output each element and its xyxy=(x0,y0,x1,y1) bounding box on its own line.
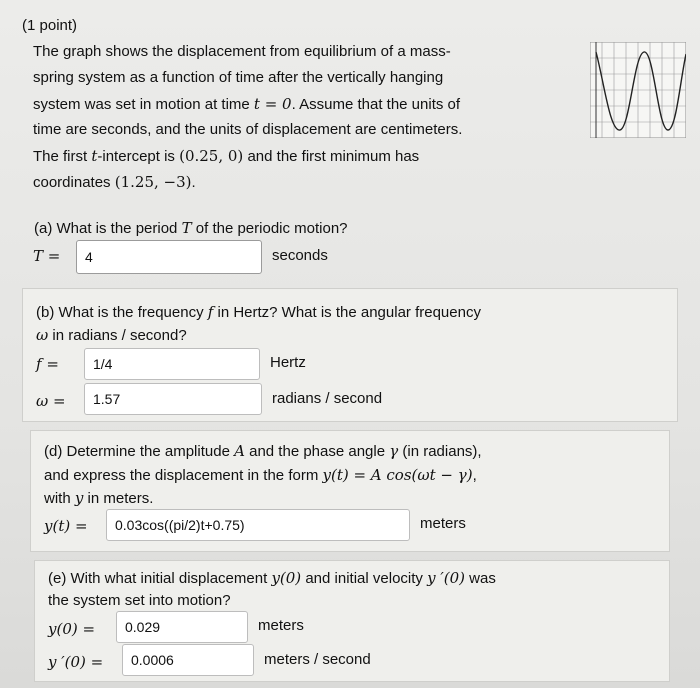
intro-line-1: The graph shows the displacement from equilibrium of a mass- xyxy=(33,43,451,60)
initial-displacement-input[interactable]: 0.029 xyxy=(116,611,248,643)
part-d-line-3: with y in meters. xyxy=(44,489,154,507)
points-label: (1 point) xyxy=(22,17,78,34)
frequency-label: f = xyxy=(36,355,59,373)
math-minimum-point: (1.25, −3) xyxy=(114,173,192,191)
math-t-equals-0: t = 0 xyxy=(253,95,292,113)
intro-line-2: spring system as a function of time after the vertically hanging xyxy=(33,69,444,86)
initial-displacement-unit: meters xyxy=(258,617,304,634)
displacement-graph[interactable] xyxy=(590,42,686,138)
displacement-input[interactable]: 0.03cos((pi/2)t+0.75) xyxy=(106,509,410,541)
period-label: T = xyxy=(33,247,61,265)
part-e-line-2: the system set into motion? xyxy=(48,592,231,609)
displacement-label: y(t) = xyxy=(44,517,88,535)
frequency-unit: Hertz xyxy=(270,354,306,371)
period-unit: seconds xyxy=(272,247,328,264)
initial-velocity-label: y ′(0) = xyxy=(48,653,104,671)
displacement-unit: meters xyxy=(420,515,466,532)
part-d-line-2: and express the displacement in the form y(t) = A cos(ωt − γ), xyxy=(44,466,477,484)
part-b-line-2: ω in radians / second? xyxy=(36,326,187,344)
initial-velocity-unit: meters / second xyxy=(264,651,371,668)
initial-velocity-input[interactable]: 0.0006 xyxy=(122,644,254,676)
part-d-line-1: (d) Determine the amplitude A and the phase angle γ (in radians), xyxy=(44,442,482,460)
intro-line-3: system was set in motion at time t = 0. Assume that the units of xyxy=(33,95,461,113)
initial-displacement-label: y(0) = xyxy=(48,620,96,638)
part-b-line-1: (b) What is the frequency f in Hertz? What is the angular frequency xyxy=(36,303,481,321)
intro-line-6: coordinates (1.25, −3). xyxy=(33,173,196,191)
angular-frequency-input[interactable]: 1.57 xyxy=(84,383,262,415)
part-e-line-1: (e) With what initial displacement y(0) and initial velocity y ′(0) was xyxy=(48,569,496,587)
frequency-input[interactable]: 1/4 xyxy=(84,348,260,380)
intro-line-5: The first t-intercept is (0.25, 0) and the first minimum has xyxy=(33,147,420,165)
math-intercept-point: (0.25, 0) xyxy=(179,147,244,165)
math-displacement-form: y(t) = A cos(ωt − γ) xyxy=(322,466,473,484)
period-input[interactable]: 4 xyxy=(76,240,262,274)
intro-line-4: time are seconds, and the units of displacement are centimeters. xyxy=(33,121,463,138)
angular-frequency-unit: radians / second xyxy=(272,390,383,407)
part-a-question: (a) What is the period T of the periodic motion? xyxy=(34,219,348,237)
angular-frequency-label: ω = xyxy=(36,392,66,410)
